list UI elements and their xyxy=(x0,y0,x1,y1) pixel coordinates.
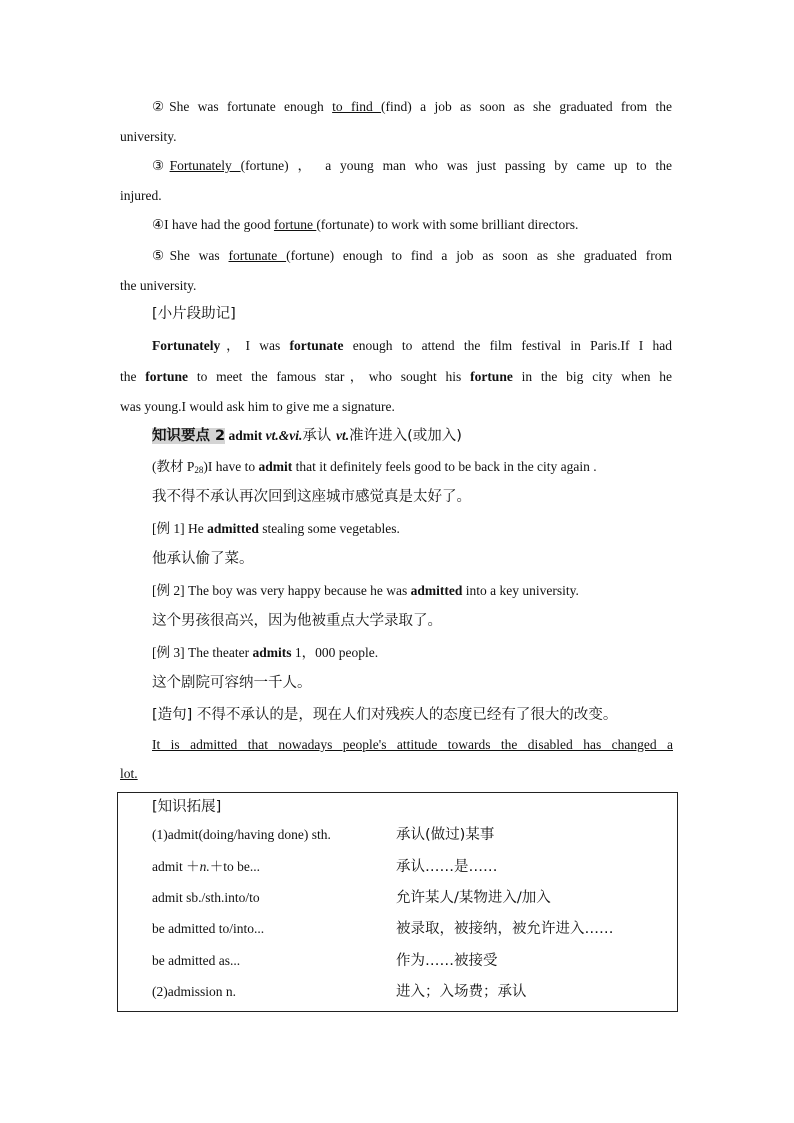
part-of-speech: vt. xyxy=(336,428,350,443)
expansion-row-right: 允许某人/某物进入/加入 xyxy=(396,890,551,906)
answer-blank: fortune xyxy=(273,217,317,232)
example-text: He xyxy=(184,521,208,536)
example-text: stealing some vegetables. xyxy=(258,521,400,536)
answer-blank: Fortunately xyxy=(169,158,241,173)
knowledge-point-label: 知识要点 2 xyxy=(152,428,226,444)
sentence-text: )I have to xyxy=(203,459,259,474)
keyword: admitted xyxy=(410,583,463,598)
keyword: Fortunately xyxy=(152,338,221,353)
example-1-translation: 他承认偷了菜。 xyxy=(152,551,254,567)
make-sentence-answer-1: It is admitted that nowadays people's attitude towards the disabled has changed a xyxy=(152,737,673,752)
exercise-text: (fortune) ， a young man who was just passing by came up to the xyxy=(240,158,672,173)
expansion-row-right: 承认……是…… xyxy=(396,859,498,875)
expansion-row-right: 作为……被接受 xyxy=(396,953,498,969)
exercise-5-cont: the university. xyxy=(120,278,197,293)
keyword: fortune xyxy=(145,369,189,384)
expansion-row-left: admit sb./sth.into/to xyxy=(152,890,260,905)
memo-line-3: was young.I would ask him to give me a signature. xyxy=(120,399,395,414)
sentence-text: that it definitely feels good to be back in the city again . xyxy=(292,459,597,474)
exercise-5-line xyxy=(152,247,672,265)
example-tag: [例 1] xyxy=(152,521,185,536)
knowledge-point-heading xyxy=(152,427,462,445)
keyword: fortunate xyxy=(289,338,344,353)
part-of-speech: vt.&vi. xyxy=(265,428,303,443)
exercise-4-line xyxy=(152,216,578,234)
example-2-translation: 这个男孩很高兴，因为他被重点大学录取了。 xyxy=(152,613,442,629)
memo-text: to meet the famous star，who sought his xyxy=(188,369,471,384)
keyword: fortune xyxy=(470,369,513,384)
expansion-row-left: be admitted as... xyxy=(152,953,241,968)
exercise-3-line xyxy=(152,157,672,175)
answer-blank: to find xyxy=(332,99,382,114)
source-ref: (教材 P xyxy=(152,459,195,474)
memo-text: the xyxy=(120,369,146,384)
textbook-sentence xyxy=(152,458,597,479)
memo-text: in the big city when he xyxy=(512,369,672,384)
expansion-row-left: admit ＋n.＋to be... xyxy=(152,859,260,874)
expansion-title: [知识拓展] xyxy=(152,799,222,815)
memo-text: ，I was xyxy=(220,338,290,353)
expansion-row-right: 承认(做过)某事 xyxy=(396,827,495,843)
expansion-row-right: 被录取，被接纳，被允许进入…… xyxy=(396,921,614,937)
example-text: into a key university. xyxy=(462,583,579,598)
exercise-2-line xyxy=(152,98,672,116)
make-sentence-answer-2: lot. xyxy=(120,766,138,781)
exercise-text: (fortunate) to work with some brilliant directors. xyxy=(316,217,579,232)
circled-number: ⑤ xyxy=(152,248,170,263)
make-sentence-prompt xyxy=(152,706,617,724)
expansion-row-left: be admitted to/into... xyxy=(152,921,265,936)
example-tag: [例 2] xyxy=(152,583,185,598)
keyword: admits xyxy=(252,645,292,660)
expansion-row-left: (1)admit(doing/having done) sth. xyxy=(152,827,331,842)
knowledge-expansion-box xyxy=(117,792,678,1012)
memo-line-2 xyxy=(120,368,672,386)
example-3 xyxy=(152,644,378,662)
circled-number: ② xyxy=(152,99,170,114)
exercise-text: She was xyxy=(169,248,229,263)
textbook-translation: 我不得不承认再次回到这座城市感觉真是太好了。 xyxy=(152,489,471,505)
answer-blank: fortunate xyxy=(228,248,287,263)
headword: admit xyxy=(228,428,263,443)
keyword: admit xyxy=(258,459,293,474)
exercise-text: She was fortunate enough xyxy=(169,99,333,114)
expansion-row-right: 进入；入场费；承认 xyxy=(396,984,527,1000)
keyword: admitted xyxy=(207,521,259,536)
meaning: 承认 xyxy=(302,428,336,444)
exercise-text: (find) a job as soon as she graduated from the xyxy=(381,99,672,114)
example-text: The boy was very happy because he was xyxy=(184,583,411,598)
exercise-2-cont: university. xyxy=(120,129,177,144)
circled-number: ④ xyxy=(152,217,165,232)
memo-title: [小片段助记] xyxy=(152,306,236,322)
meaning: 准许进入(或加入) xyxy=(349,428,462,444)
exercise-3-cont: injured. xyxy=(120,188,162,203)
example-tag: [例 3] xyxy=(152,645,185,660)
exercise-text: I have had the good xyxy=(164,217,274,232)
example-3-translation: 这个剧院可容纳一千人。 xyxy=(152,675,312,691)
circled-number: ③ xyxy=(152,158,170,173)
make-sentence-chinese: 不得不承认的是，现在人们对残疾人的态度已经有了很大的改变。 xyxy=(192,707,618,723)
exercise-text: (fortune) enough to find a job as soon as she graduated from xyxy=(286,248,673,263)
expansion-row-left: (2)admission n. xyxy=(152,984,236,999)
memo-text: enough to attend the film festival in Paris.If I had xyxy=(343,338,672,353)
example-2 xyxy=(152,582,579,600)
make-sentence-tag: [造句] xyxy=(152,707,193,723)
example-text: 1，000 people. xyxy=(291,645,379,660)
memo-line-1 xyxy=(152,337,672,355)
example-text: The theater xyxy=(184,645,253,660)
page-number: 28 xyxy=(194,465,204,475)
example-1 xyxy=(152,520,400,538)
